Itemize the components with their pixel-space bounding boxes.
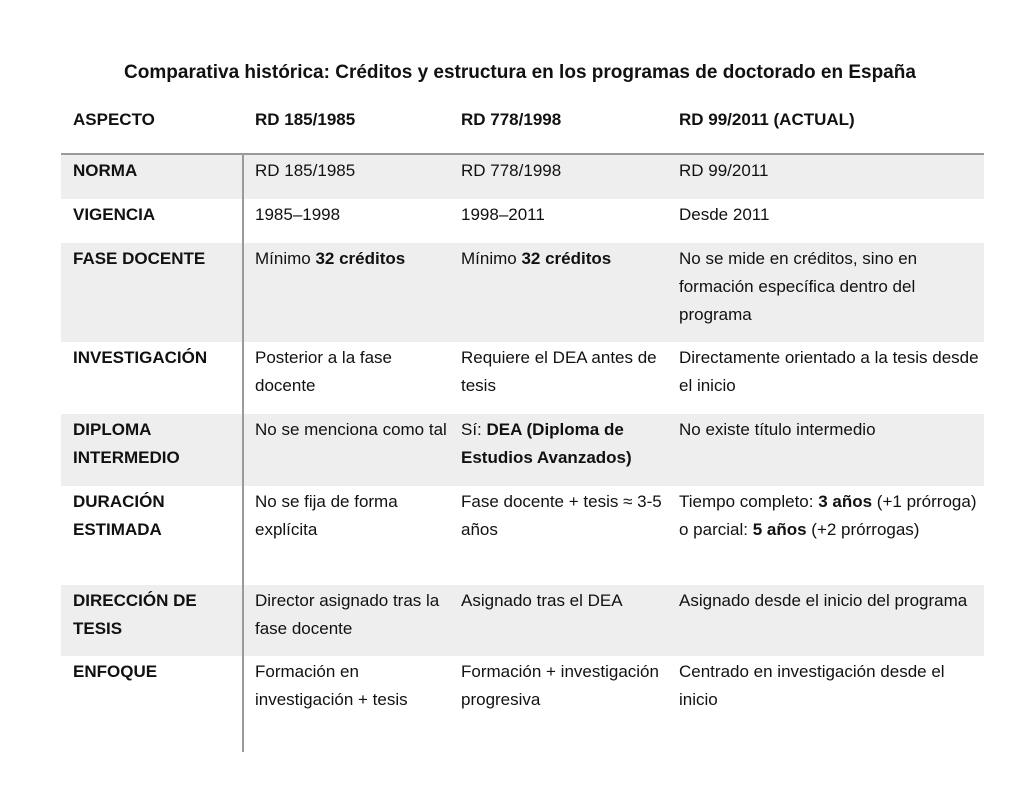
row-rd-2011: Desde 2011	[679, 205, 770, 224]
row-rd-1985: RD 185/1985	[255, 161, 356, 180]
header-aspecto: ASPECTO	[73, 110, 155, 129]
table-row-fase-docente	[61, 243, 984, 342]
row-rd-1985: Formación en investigación + tesis	[255, 662, 408, 709]
row-rd-1985: No se menciona como tal	[255, 420, 447, 439]
row-aspect: DIPLOMA INTERMEDIO	[73, 420, 180, 467]
row-rd-1998: RD 778/1998	[461, 161, 562, 180]
row-aspect: ENFOQUE	[73, 662, 158, 681]
column-divider	[242, 154, 244, 752]
cell-text: (+1 prórroga) o parcial:	[679, 492, 977, 539]
comparison-table	[61, 100, 984, 754]
row-rd-1985	[243, 243, 449, 342]
row-aspect: FASE DOCENTE	[73, 249, 206, 268]
cell-text: Tiempo completo:	[679, 492, 819, 511]
header-rd-1998: RD 778/1998	[461, 110, 562, 129]
row-rd-2011	[667, 486, 984, 585]
row-rd-2011: Asignado desde el inicio del programa	[679, 591, 968, 610]
row-rd-1985: No se fija de forma explícita	[255, 492, 398, 539]
cell-text-bold: DEA (Diploma de Estudios Avanzados)	[461, 420, 632, 467]
row-rd-1998: Requiere el DEA antes de tesis	[461, 348, 657, 395]
row-rd-1985: Posterior a la fase docente	[255, 348, 393, 395]
row-aspect: INVESTIGACIÓN	[73, 348, 208, 367]
cell-text-bold: 32 créditos	[315, 249, 406, 268]
row-aspect: VIGENCIA	[73, 205, 156, 224]
cell-text: Mínimo	[461, 249, 522, 268]
row-rd-1998: Asignado tras el DEA	[461, 591, 623, 610]
table-row-vigencia	[61, 199, 984, 243]
row-rd-1998	[449, 414, 667, 486]
cell-text: (+2 prórrogas)	[806, 520, 920, 539]
cell-text: Sí:	[461, 420, 487, 439]
row-aspect: NORMA	[73, 161, 138, 180]
row-aspect: DURACIÓN ESTIMADA	[73, 492, 165, 539]
table-row-norma	[61, 155, 984, 199]
table-row-investigacion	[61, 342, 984, 414]
row-rd-1985: Director asignado tras la fase docente	[255, 591, 440, 638]
table-row-enfoque	[61, 656, 984, 754]
row-rd-1998	[449, 243, 667, 342]
row-rd-2011: No se mide en créditos, sino en formación específica dentro del programa	[679, 249, 918, 324]
table-row-direccion-tesis	[61, 585, 984, 656]
cell-text-bold: 5 años	[752, 520, 807, 539]
cell-text-bold: 32 créditos	[521, 249, 612, 268]
row-rd-1998: Fase docente + tesis ≈ 3-5 años	[461, 492, 662, 539]
row-rd-1998: 1998–2011	[461, 205, 545, 224]
row-rd-2011: RD 99/2011	[679, 161, 769, 180]
row-rd-1985: 1985–1998	[255, 205, 341, 224]
table-row-diploma-intermedio	[61, 414, 984, 486]
row-rd-2011: Centrado en investigación desde el inicio	[679, 662, 945, 709]
cell-text: Mínimo	[255, 249, 316, 268]
row-rd-2011: Directamente orientado a la tesis desde el inicio	[679, 348, 979, 395]
table-row-duracion-estimada	[61, 486, 984, 585]
cell-text-bold: 3 años	[818, 492, 873, 511]
page-title: Comparativa histórica: Créditos y estructura en los programas de doctorado en España	[124, 62, 916, 83]
header-rd-2011: RD 99/2011 (ACTUAL)	[679, 110, 855, 129]
row-rd-1998: Formación + investigación progresiva	[461, 662, 659, 709]
table-header-row	[61, 100, 984, 155]
row-aspect: DIRECCIÓN DE TESIS	[73, 591, 197, 638]
header-rd-1985: RD 185/1985	[255, 110, 356, 129]
row-rd-2011: No existe título intermedio	[679, 420, 876, 439]
